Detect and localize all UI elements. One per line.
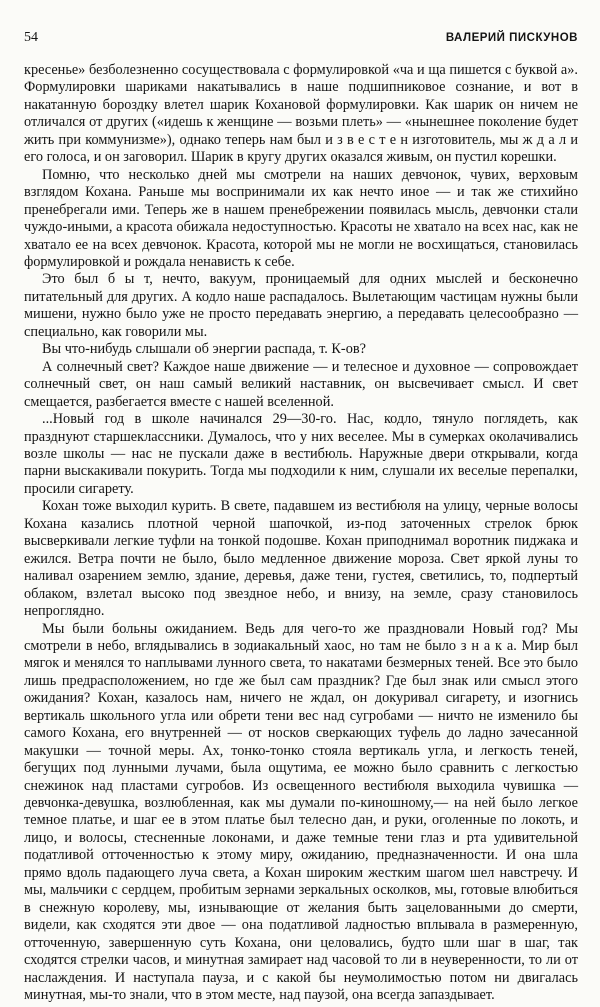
paragraph: Это был б ы т, нечто, вакуум, проницаемый для одних мыслей и бесконечно питательный для других. А кодло наше распадалось. Вылетающим частицам нужны были мишени, нужно было уже не просто передавать энергию, а передавать целесообразно — специально, как говорили мы. bbox=[24, 271, 578, 340]
paragraph: Кохан тоже выходил курить. В свете, падавшем из вестибюля на улицу, черные волосы Кохана казались плотной черной шапочкой, из-под заточенных стрелок брюк высверкивали легкие туфли на тонкой подошве. Кохан приподнимал воротник пиджака и ежился. Ветра почти не было, было медленное движение мороза. Свет яркой луны то наливал озарением землю, здание, деревья, даже тени, густея, светились, то, подпертый облаком, взлетал высоко под звездное небо, и внизу, на земле, сразу становилось непроглядно. bbox=[24, 498, 578, 620]
paragraph: А солнечный свет? Каждое наше движение — и телесное и духовное — сопровождает солнечный свет, он наш самый великий наставник, он высвечивает смысл. И свет смещается, разбегается вместе с нашей вселенной. bbox=[24, 358, 578, 410]
paragraph: Помню, что несколько дней мы смотрели на наших девчонок, чувих, верховым взглядом Кохана. Раньше мы воспринимали их как нечто иное — и так же стихийно пренебрегали ими. Теперь же в нашем пренебрежении появилась мысль, девчонки стали чуждо-иными, а красота обижала недоступностью. Красоты не хватало на всех нас, как не хватало ее на всех девчонок. Красота, которой мы не могли не восхищаться, становилась формулировкой и рождала ненависть к себе. bbox=[24, 166, 578, 270]
paragraph: кресенье» безболезненно сосуществовала с формулировкой «ча и ща пишется с буквой а». Формулировки шариками накатывались в наше подшипниковое сознание, и вот в накатанную бороздку влетел шарик Кохановой формулировки. Как шарик он ничем не отличался от других («идешь к женщине — возьми плеть» — «нынешнее поколение будет жить при коммунизме»), однако теперь нам был и з в е с т е н изготовитель, мы ж д а л и его голоса, и он заговорил. Шарик в кругу других оказался живым, он пустил корешки. bbox=[24, 62, 578, 166]
paragraph: ...Новый год в школе начинался 29—30-го. Нас, кодло, тянуло поглядеть, как празднуют старшеклассники. Думалось, что у них веселее. Мы в сумерках околачивались возле школы — нас не пускали даже в вестибюль. Наружные двери открывали, когда парни выскакивали покурить. Тогда мы подходили к ним, слушали их веселые перепалки, просили сигарету. bbox=[24, 411, 578, 497]
page-number: 54 bbox=[24, 30, 38, 45]
running-head: ВАЛЕРИЙ ПИСКУНОВ bbox=[445, 32, 578, 44]
page-body bbox=[24, 62, 578, 1004]
paragraph: Вы что-нибудь слышали об энергии распада, т. К-ов? bbox=[42, 341, 366, 358]
page-header bbox=[24, 30, 578, 58]
paragraph: Мы были больны ожиданием. Ведь для чего-то же праздновали Новый год? Мы смотрели в небо, вглядывались в зодиакальный хаос, но там не было з н а к а. Мир был мягок и менялся то наплывами лунного света, то накатами безмерных теней. Все это было лишь предрасположением, но где же был сам праздник? Где был знак или смысл этого ожидания? Кохан, казалось нам, ничего не ждал, он докуривал сигарету, и изогнись вертикаль школьного угла или обрети тени вес над сугробами — ничто не изменило бы самого Кохана, его внутренней — от носков сверкающих туфель до ладно зачесанной макушки — точной меры. Ах, тонко-тонко стояла вертикаль угла, и легкость теней, бегущих под лунными лучами, была ощутима, ее можно было сравнить с легкостью снежинок над пластами сугробов. Из освещенного вестибюля выходила чувишка — девчонка-девушка, возлюбленная, как мы думали по-киношному,— на ней было легкое темное платье, и шаг ее в этом платье был телесно дан, и руки, оголенные по локоть, и лицо, и волосы, стесненные локонами, и даже темные тени глаз и рта удивительной податливой отточенностью к этому миру, ожиданию, предназначенности. И она шла прямо вдоль падающего луча света, а Кохан широким жестким шагом шел навстречу. И мы, мальчики с сердцем, пробитым зернами зеркальных осколков, мы, готовые влюбиться в снежную королеву, мы, изнывающие от желания быть зацелованными до смерти, видели, как сходятся эти двое — она податливой ладностью вплывала в размеренную, отточенную, завершенную суть Кохана, они целовались, будто шли шаг в шаг, так сходятся стрелки часов, и минутная замирает над часовой то ли в неуверенности, то ли от наслаждения. И наступала пауза, и с какой бы неумолимостью потом ни двигалась минутная, мы-то знали, что в этом месте, над паузой, она всегда запаздывает. bbox=[24, 620, 578, 1004]
